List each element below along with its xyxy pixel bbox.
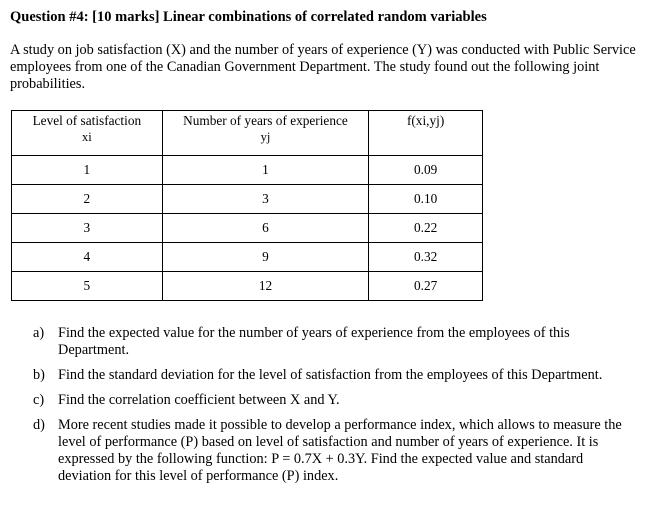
part-text: More recent studies made it possible to develop a performance index, which allows to measure the level of performance (P) based on level of satisfaction and number of years of experience. It is expressed by the following function: P = 0.7X + 0.3Y. Find the expected value and standard deviation for this level of performance (P) index. [58,417,622,484]
table-cell: 4 [12,243,163,272]
part-text: Find the expected value for the number of years of experience from the employees of this Department. [58,325,570,358]
part-label: c) [33,392,45,408]
table-row [12,185,483,214]
header-label: f(xi,yj) [406,113,445,128]
part-text: Find the correlation coefficient between X and Y. [58,392,340,408]
question-title: Question #4: [10 marks] Linear combinations of correlated random variables [10,9,487,25]
table-cell: 2 [12,185,163,214]
table-cell: 0.32 [369,243,483,272]
table-cell: 5 [12,272,163,301]
part-label: b) [33,367,45,383]
part-label: d) [33,417,45,433]
table-row [12,272,483,301]
table-header-row [12,111,483,156]
table-cell: 0.27 [369,272,483,301]
question-part-a [33,325,638,359]
header-symbol: xi [81,130,92,144]
part-label: a) [33,325,45,341]
table-cell: 0.10 [369,185,483,214]
header-cell [162,111,369,156]
table-cell: 0.22 [369,214,483,243]
table-row [12,214,483,243]
question-part-b [33,367,638,384]
question-part-d [33,417,638,485]
table-cell: 6 [162,214,369,243]
table-cell: 3 [12,214,163,243]
header-label: Level of satisfaction [32,113,142,128]
table-cell: 1 [162,156,369,185]
table-cell: 3 [162,185,369,214]
question-intro: A study on job satisfaction (X) and the number of years of experience (Y) was conducted with Public Service employees from one of the Canadian Government Department. The study found out the following joint probabilities. [10,42,636,92]
header-cell [12,111,163,156]
header-cell [369,111,483,156]
header-label: Number of years of experience [183,113,348,128]
part-text: Find the standard deviation for the level of satisfaction from the employees of this Department. [58,367,603,383]
table-cell: 12 [162,272,369,301]
table-cell: 0.09 [369,156,483,185]
joint-probability-table [11,110,483,301]
question-parts [33,325,638,493]
question-part-c [33,392,638,409]
header-symbol: yj [260,130,271,144]
table-cell: 1 [12,156,163,185]
table-cell: 9 [162,243,369,272]
table-row [12,243,483,272]
table-row [12,156,483,185]
